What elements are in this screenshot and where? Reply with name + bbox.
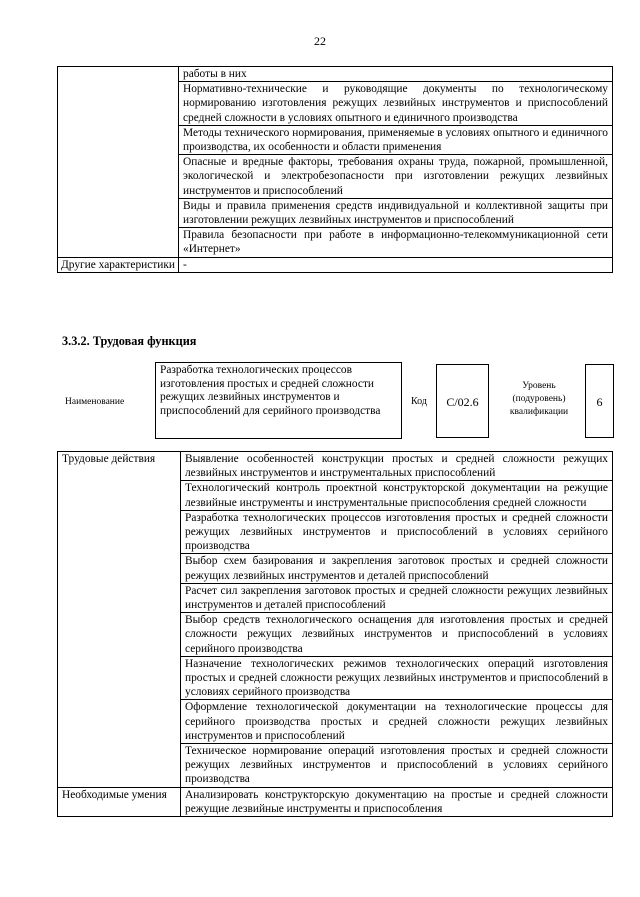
code-label: Код	[411, 396, 427, 407]
page-number: 22	[314, 34, 326, 48]
row-label-other: Другие характеристики	[58, 257, 179, 272]
table-row	[58, 452, 613, 481]
action-cell: Расчет сил закрепления заготовок простых и средней сложности режущих лезвийных инструментов и деталей приспособлений	[181, 583, 613, 612]
table-row	[58, 67, 613, 82]
table-cell: работы в них	[179, 67, 613, 82]
section-title: 3.3.2. Трудовая функция	[62, 334, 197, 348]
action-cell: Разработка технологических процессов изготовления простых и средней сложности режущих лезвийных инструментов и приспособлений в условиях серийного производства	[181, 510, 613, 554]
table-cell: -	[179, 257, 613, 272]
table-row	[58, 787, 613, 816]
action-cell: Выявление особенностей конструкции простых и средней сложности режущих лезвийных инструментов и инструментальных приспособлений	[181, 452, 613, 481]
knowledge-table	[57, 66, 613, 273]
skill-cell: Анализировать конструкторскую документацию на простые и средней сложности режущие лезвийные инструменты и приспособления	[181, 787, 613, 816]
action-cell: Оформление технологической документации на технологические процессы для серийного производства простых и средней сложности режущих лезвийных инструментов и приспособлений	[181, 700, 613, 744]
action-cell: Техническое нормирование операций изготовления простых и средней сложности режущих лезвийных инструментов и приспособлений в условиях серийного производства	[181, 744, 613, 788]
table-row	[58, 257, 613, 272]
table-cell: Правила безопасности при работе в информационно-телекоммуникационной сети «Интернет»	[179, 228, 613, 257]
row-label-empty	[58, 67, 179, 258]
level-label: Уровень (подуровень) квалификации	[509, 381, 569, 417]
level-box: 6	[585, 364, 614, 438]
action-cell: Назначение технологических режимов технологических операций изготовления простых и средней сложности режущих лезвийных инструментов и приспособлений в условиях серийного производства	[181, 656, 613, 700]
code-box: C/02.6	[436, 364, 489, 438]
action-cell: Выбор средств технологического оснащения для изготовления простых и средней сложности режущих лезвийных инструментов и приспособлений в условиях серийного производства	[181, 613, 613, 657]
action-cell: Технологический контроль проектной конструкторской документации на режущие лезвийные инструменты и инструментальные приспособления средней сложности	[181, 481, 613, 510]
actions-label: Трудовые действия	[58, 452, 181, 788]
table-cell: Опасные и вредные факторы, требования охраны труда, пожарной, промышленной, экологической и электробезопасности при изготовлении режущих лезвийных инструментов и приспособлений	[179, 155, 613, 199]
function-name-box: Разработка технологических процессов изготовления простых и средней сложности режущих лезвийных инструментов и приспособлений для серийного производства	[155, 362, 402, 439]
function-table	[57, 451, 613, 817]
table-cell: Методы технического нормирования, применяемые в условиях опытного и единичного производства, их особенности и области применения	[179, 125, 613, 154]
table-cell: Нормативно-технические и руководящие документы по технологическому нормированию изготовления режущих лезвийных инструментов и приспособлений средней сложности в условиях опытного и единичного производства	[179, 82, 613, 126]
action-cell: Выбор схем базирования и закрепления заготовок простых и средней сложности режущих лезвийных инструментов и деталей приспособлений	[181, 554, 613, 583]
name-label: Наименование	[65, 397, 125, 407]
skills-label: Необходимые умения	[58, 787, 181, 816]
table-cell: Виды и правила применения средств индивидуальной и коллективной защиты при изготовлении режущих лезвийных инструментов и приспособлений	[179, 198, 613, 227]
